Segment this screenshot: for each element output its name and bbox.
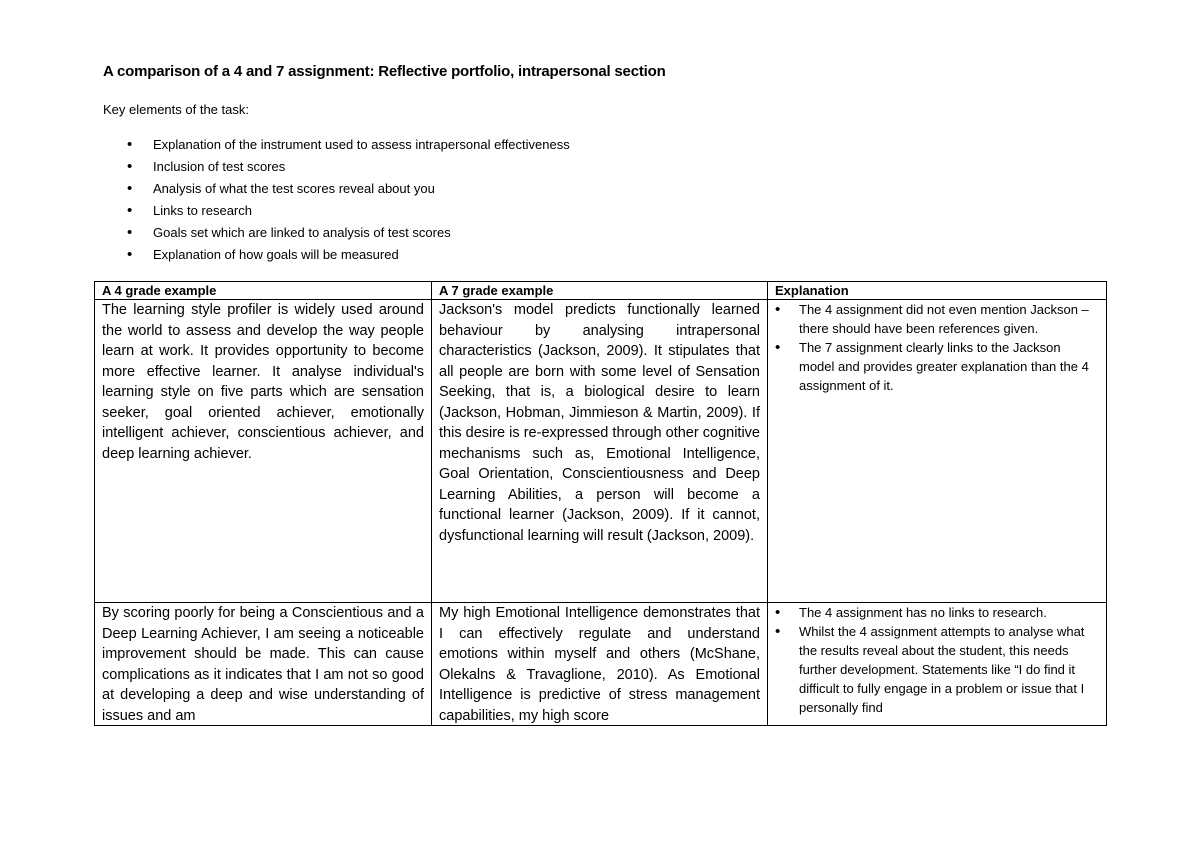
- list-item: • Links to research: [103, 203, 570, 225]
- header-explanation: Explanation: [768, 282, 1107, 300]
- explanation-item: • The 4 assignment has no links to research.: [772, 603, 1099, 622]
- explanation-item: • The 4 assignment did not even mention Jackson – there should have been references given.: [772, 300, 1099, 338]
- list-item: • Analysis of what the test scores reveal about you: [103, 181, 570, 203]
- cell-grade4: The learning style profiler is widely used around the world to assess and develop the way people learn at work. It provides opportunity to become more effective learner. It analyse individual's learning style on five parts which are sensation seeker, goal oriented achiever, emotionally intelligent achiever, conscientious achiever, and deep learning achiever.: [95, 300, 432, 603]
- key-elements-intro: Key elements of the task:: [103, 102, 249, 117]
- list-item: • Explanation of how goals will be measured: [103, 247, 570, 269]
- key-elements-list: [103, 137, 570, 269]
- table-row: [95, 603, 1107, 726]
- table-row: [95, 300, 1107, 603]
- cell-text: [772, 603, 1099, 725]
- list-item: • Goals set which are linked to analysis of test scores: [103, 225, 570, 247]
- list-item: • Inclusion of test scores: [103, 159, 570, 181]
- header-grade4: A 4 grade example: [95, 282, 432, 300]
- header-grade7: A 7 grade example: [432, 282, 768, 300]
- table-header-row: [95, 282, 1107, 300]
- cell-grade7: [432, 603, 768, 726]
- comparison-table: [94, 281, 1107, 726]
- explanation-item: • Whilst the 4 assignment attempts to analyse what the results reveal about the student, this needs further development. Statements like “I do find it difficult to fully engage in a problem or issue that I personally find: [772, 622, 1099, 717]
- cell-explanation: [768, 300, 1107, 603]
- list-item: • Explanation of the instrument used to assess intrapersonal effectiveness: [103, 137, 570, 159]
- cell-text: By scoring poorly for being a Conscientious and a Deep Learning Achiever, I am seeing a noticeable improvement should be made. This can cause complications as it indicates that I am not so good at developing a deep and wise understanding of issues and am: [102, 605, 424, 724]
- cell-grade7: Jackson's model predicts functionally learned behaviour by analysing intrapersonal characteristics (Jackson, 2009). It stipulates that all people are born with some level of Sensation Seeking, that is, a biological desire to learn (Jackson, Hobman, Jimmieson & Martin, 2009). If this desire is re-expressed through other cognitive mechanisms such as, Emotional Intelligence, Goal Orientation, Conscientiousness and Deep Learning Abilities, a person will become a functional learner (Jackson, 2009). If it cannot, dysfunctional learning will result (Jackson, 2009).: [432, 300, 768, 603]
- cell-explanation: [768, 603, 1107, 726]
- cell-text: My high Emotional Intelligence demonstrates that I can effectively regulate and understand emotions within myself and others (McShane, Olekalns & Travaglione, 2010). As Emotional Intelligence is predictive of stress management capabilities, my high score: [439, 605, 760, 724]
- explanation-item: • The 7 assignment clearly links to the Jackson model and provides greater explanation than the 4 assignment of it.: [772, 338, 1099, 395]
- cell-grade4: [95, 603, 432, 726]
- document-title: A comparison of a 4 and 7 assignment: Reflective portfolio, intrapersonal section: [103, 63, 666, 80]
